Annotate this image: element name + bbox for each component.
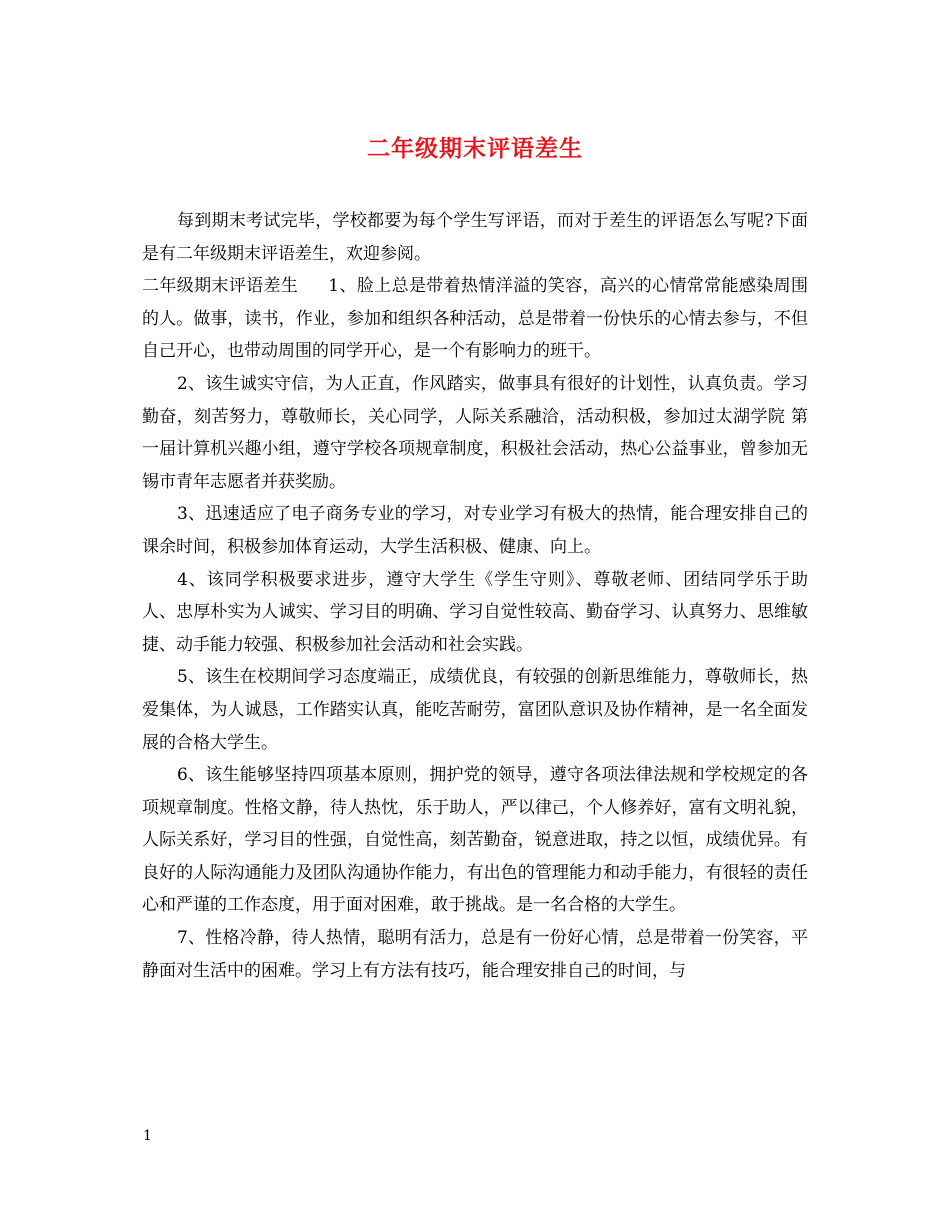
document-body <box>142 205 808 987</box>
item-text: 1、脸上总是带着热情洋溢的笑容，高兴的心情常常能感染周围的人。做事，读书，作业，参加和组织各种活动，总是带着一份快乐的心情去参与，不但自己开心，也带动周围的同学开心，是一个有影响力的班干。 <box>142 276 808 362</box>
list-item: 2、该生诚实守信，为人正直，作风踏实，做事具有很好的计划性，认真负责。学习勤奋，刻苦努力，尊敬师长，关心同学，人际关系融洽，活动积极，参加过太湖学院 第一届计算机兴趣小组，遵守学校各项规章制度，积极社会活动，热心公益事业，曾参加无锡市青年志愿者并获奖励。 <box>142 373 808 492</box>
list-item <box>142 270 808 368</box>
page-title: 二年级期末评语差生 <box>367 135 583 162</box>
list-item: 3、迅速适应了电子商务专业的学习，对专业学习有极大的热情，能合理安排自己的课余时间，积极参加体育运动，大学生活积极、健康、向上。 <box>142 504 808 557</box>
list-item: 5、该生在校期间学习态度端正，成绩优良，有较强的创新思维能力，尊敬师长，热爱集体，为人诚恳，工作踏实认真，能吃苦耐劳，富团队意识及协作精神，是一名全面发展的合格大学生。 <box>142 667 808 753</box>
page-number: 1 <box>143 1128 152 1144</box>
list-item: 7、性格冷静，待人热情，聪明有活力，总是有一份好心情，总是带着一份笑容，平静面对生活中的困难。学习上有方法有技巧，能合理安排自己的时间，与 <box>142 928 808 981</box>
section-label: 二年级期末评语差生 <box>142 276 299 297</box>
intro-paragraph: 每到期末考试完毕，学校都要为每个学生写评语，而对于差生的评语怎么写呢?下面是有二年级期末评语差生，欢迎参阅。 <box>142 211 808 264</box>
list-item: 4、该同学积极要求进步，遵守大学生《学生守则》、尊敬老师、团结同学乐于助人、忠厚朴实为人诚实、学习目的明确、学习自觉性较高、勤奋学习、认真努力、思维敏捷、动手能力较强、积极参加社会活动和社会实践。 <box>142 569 808 655</box>
list-item: 6、该生能够坚持四项基本原则，拥护党的领导，遵守各项法律法规和学校规定的各项规章制度。性格文静，待人热忱，乐于助人，严以律己，个人修养好，富有文明礼貌，人际关系好，学习目的性强，自觉性高，刻苦勤奋，锐意进取，持之以恒，成绩优异。有良好的人际沟通能力及团队沟通协作能力，有出色的管理能力和动手能力，有很轻的责任心和严谨的工作态度，用于面对困难，敢于挑战。是一名合格的大学生。 <box>142 765 808 916</box>
